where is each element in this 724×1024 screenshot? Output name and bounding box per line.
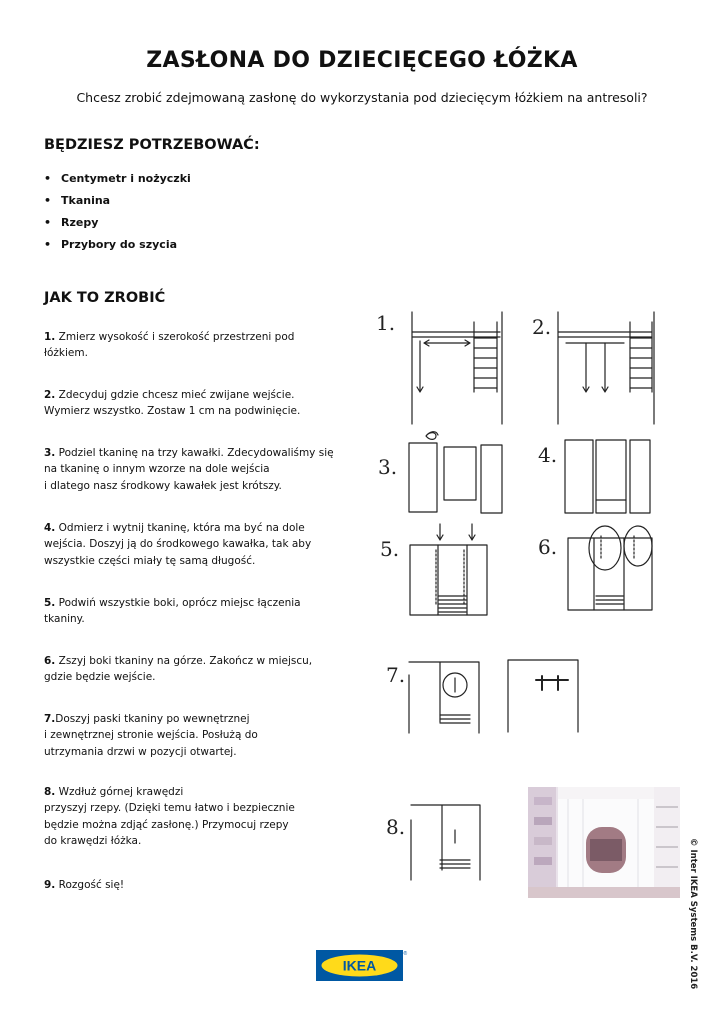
instruction-step: 7.Doszyj paski tkaniny po wewnętrznej i zewnętrznej stronie wejścia. Posłużą do utrzymania drzwi w pozycji otwartej. [44,713,258,758]
sketch-step-5 [410,524,487,615]
copyright-text: © Inter IKEA Systems B.V. 2016 [688,838,698,990]
instructions-heading: JAK TO ZROBIĆ [44,290,166,306]
sketch-label: 5. [380,537,400,561]
page-title: ZASŁONA DO DZIECIĘCEGO ŁÓŻKA [146,48,578,73]
instruction-step: 5. Podwiń wszystkie boki, oprócz miejsc łączenia tkaniny. [44,597,301,626]
instruction-step: 9. Rozgość się! [44,879,125,891]
sketch-step-6 [568,526,652,610]
sketch-label: 8. [386,815,406,839]
sketch-label: 3. [378,455,398,479]
sketch-step-3 [409,432,502,513]
instruction-step: 2. Zdecyduj gdzie chcesz mieć zwijane wejście. Wymierz wszystko. Zostaw 1 cm na podwinięcie. [44,389,301,418]
instruction-step: 4. Odmierz i wytnij tkaninę, która ma być na dole wejścia. Doszyj ją do środkowego kawałka, tak aby wszystkie części miały tę samą długość. [44,522,312,567]
materials-item: • Tkanina [44,194,111,207]
materials-heading: BĘDZIESZ POTRZEBOWAĆ: [44,137,260,153]
svg-text:IKEA: IKEA [342,957,377,974]
sketch-label: 1. [376,311,396,335]
page-subtitle: Chcesz zrobić zdejmowaną zasłonę do wykorzystania pod dziecięcym łóżkiem na antresoli? [76,90,648,105]
instruction-step: 1. Zmierz wysokość i szerokość przestrzeni pod łóżkiem. [44,331,295,360]
instruction-step: 6. Zszyj boki tkaniny na górze. Zakończ w miejscu, gdzie będzie wejście. [44,655,313,684]
instruction-step: 8. Wzdłuż górnej krawędzi przyszyj rzepy. (Dzięki temu łatwo i bezpiecznie będzie można zdjąć zasłonę.) Przymocuj rzepy do krawędzi łóżka. [44,786,295,848]
materials-list [44,170,191,258]
sketch-step-4 [565,440,650,513]
sketch-label: 7. [386,663,406,687]
materials-item: • Rzepy [44,216,99,229]
sketch-label: 6. [538,535,558,559]
sketch-step-1 [412,312,502,424]
materials-item: • Centymetr i nożyczki [44,172,191,185]
materials-item: • Przybory do szycia [44,238,178,251]
ikea-logo [316,949,408,982]
sketch-label: 2. [532,315,552,339]
result-photo [528,787,680,898]
sketch-step-8 [411,805,480,880]
sketch-step-7 [409,660,578,733]
instruction-step: 3. Podziel tkaninę na trzy kawałki. Zdecydowaliśmy się na tkaninę o innym wzorze na dole wejścia i dlatego nasz środkowy kawałek jest krótszy. [44,447,334,492]
sketch-step-2 [558,312,654,424]
sketch-label: 4. [538,443,558,467]
svg-text:®: ® [403,951,408,957]
